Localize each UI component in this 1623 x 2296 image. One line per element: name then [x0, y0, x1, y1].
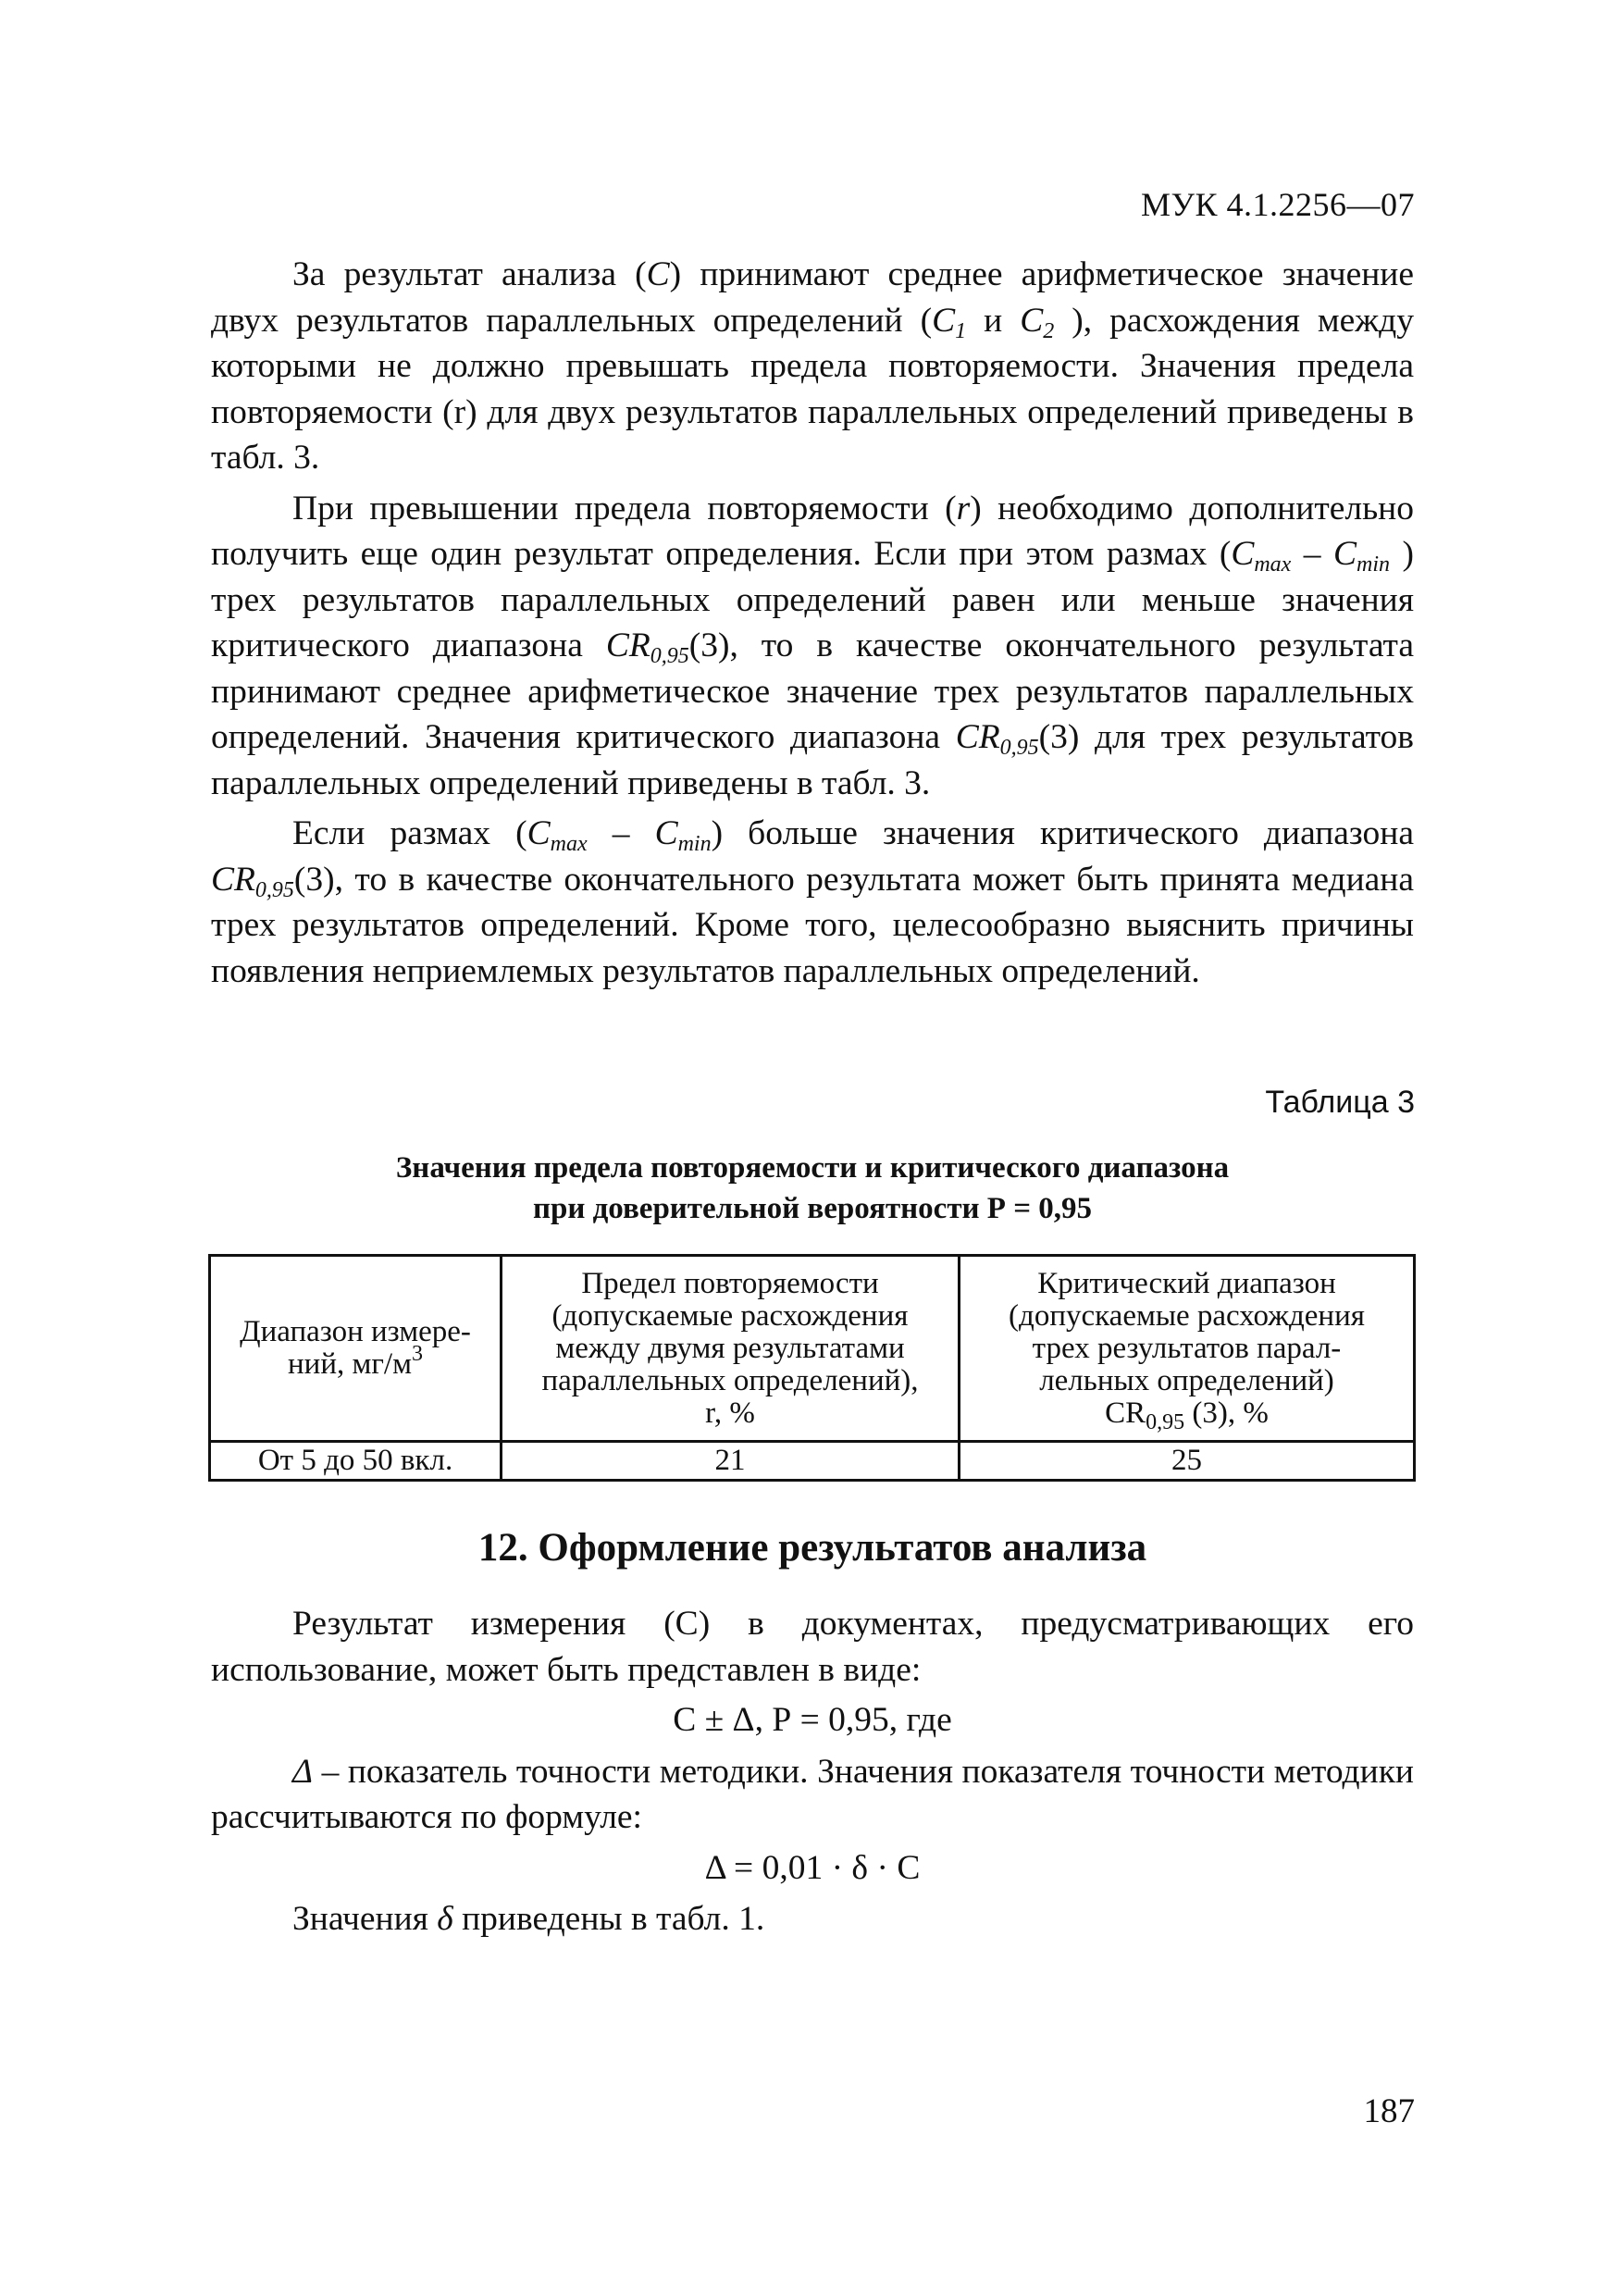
header-text: Предел повторяемости: [581, 1266, 879, 1300]
header-text: [217, 1342, 494, 1381]
text-fragment: Если размах (: [292, 814, 527, 852]
results-table: [208, 1254, 1416, 1482]
text-fragment: –: [587, 814, 655, 852]
header-text: между двумя результатами: [555, 1331, 905, 1365]
table-label: Таблица 3: [1265, 1085, 1415, 1120]
section-heading: 12. Оформление результатов анализа: [477, 1526, 1147, 1570]
superscript: 3: [411, 1342, 423, 1366]
text-fragment: приведены в табл. 1.: [452, 1900, 765, 1938]
cell-repeatability: 21: [502, 1442, 960, 1481]
paragraph-delta-values: [211, 1896, 1414, 1942]
subscript: 0,95: [254, 877, 294, 902]
paragraph-repeatability-exceeded: [211, 486, 1414, 807]
text-fragment: – показатель точности методики. Значения показателя точности методики рассчитываются по формуле:: [211, 1752, 1414, 1836]
subscript: 2: [1043, 318, 1055, 343]
paragraph-accuracy: [211, 1749, 1414, 1841]
text-fragment: ), расхождения между которыми не должно превышать предела повторяемости. Значения предела повторяемости (r) для двух результатов параллельных определений приведены в табл. 3.: [211, 301, 1415, 477]
text-fragment: –: [1291, 535, 1334, 573]
text-fragment: При превышении предела повторяемости (: [292, 489, 957, 527]
upper-text-block: [211, 252, 1414, 994]
formula-accuracy: Δ = 0,01 · δ · С: [704, 1848, 921, 1887]
cell-range: От 5 до 50 вкл.: [210, 1442, 502, 1481]
subscript: min: [677, 832, 712, 856]
header-text: (допускаемые расхождения: [1009, 1298, 1365, 1333]
paragraph-range-exceeded: [211, 811, 1414, 994]
text-fragment: и: [966, 301, 1021, 340]
table-header-row: [210, 1256, 1415, 1442]
table-title: [211, 1148, 1414, 1229]
header-cell-critical-range: [960, 1256, 1415, 1442]
header-text: (допускаемые расхождения: [551, 1298, 909, 1333]
paragraph-analysis-result: [211, 252, 1414, 481]
symbol-c: C: [646, 255, 670, 293]
symbol-delta: Δ: [292, 1752, 314, 1791]
header-text: [966, 1396, 1407, 1434]
symbol-cr: CR: [605, 627, 650, 664]
header-cell-repeatability: [502, 1256, 960, 1442]
subscript: 0,95: [650, 644, 689, 668]
symbol-cr: CR: [211, 860, 255, 899]
text-fragment: ) трех результатов параллельных определений равен или меньше значения критического диапазона: [211, 535, 1414, 664]
page-number: 187: [1363, 2092, 1415, 2130]
subscript: 0,95: [1146, 1409, 1185, 1434]
symbol-c2: C: [1020, 301, 1044, 340]
subscript: min: [1357, 552, 1391, 577]
table-row: [210, 1442, 1415, 1481]
header-text-fragment: ний, мг/м: [288, 1347, 412, 1381]
symbol-cmin: C: [1333, 535, 1357, 573]
table-title-line: Значения предела повторяемости и критического диапазона: [395, 1151, 1230, 1185]
text-fragment: ) необходимо дополнительно получить еще один результат определения. Если при этом размах (: [211, 489, 1414, 573]
header-text: параллельных определений),: [541, 1363, 919, 1397]
text-fragment: ) больше значения критического диапазона: [711, 814, 1414, 852]
symbol-c1: C: [932, 301, 956, 340]
subscript: max: [1254, 552, 1292, 577]
subscript: 1: [955, 318, 967, 343]
header-text-fragment: (3), %: [1184, 1396, 1269, 1430]
text-fragment: ) принимают среднее арифметическое значение двух результатов параллельных определений (: [211, 255, 1415, 340]
symbol-cmax: C: [527, 814, 551, 852]
symbol-cmin: C: [654, 814, 678, 852]
header-text: Диапазон измере-: [240, 1315, 471, 1348]
table-title-line: при доверительной вероятности Р = 0,95: [532, 1192, 1093, 1225]
text-fragment: (3), то в качестве окончательного результата принимают среднее арифметическое значение трех результатов параллельных определений. Значения критического диапазона: [211, 627, 1414, 756]
header-cell-range: [210, 1256, 502, 1442]
header-text-fragment: CR: [1105, 1396, 1146, 1430]
text-fragment: Значения: [292, 1900, 438, 1938]
document-code: МУК 4.1.2256—07: [1140, 186, 1415, 223]
header-text: трех результатов парал-: [1032, 1331, 1342, 1365]
subscript: 0,95: [999, 736, 1039, 760]
formula-result: С ± Δ, Р = 0,95, где: [673, 1701, 952, 1739]
subscript: max: [550, 832, 588, 856]
symbol-r: r: [956, 489, 971, 527]
header-text: r, %: [705, 1396, 755, 1430]
symbol-cr: CR: [955, 718, 1000, 756]
header-text: лельных определений): [1039, 1363, 1334, 1397]
header-text: Критический диапазон: [1037, 1266, 1336, 1300]
text-fragment: (3) для трех результатов параллельных определений приведены в табл. 3.: [211, 718, 1415, 802]
cell-critical-range: 25: [960, 1442, 1415, 1481]
symbol-cmax: C: [1231, 535, 1255, 573]
paragraph-result-format: Результат измерения (С) в документах, предусматривающих его использование, может быть представлен в виде:: [211, 1605, 1414, 1689]
text-fragment: За результат анализа (: [292, 255, 647, 293]
lower-text-block: [211, 1601, 1414, 1942]
text-fragment: (3), то в качестве окончательного результата может быть принята медиана трех результатов определений. Кроме того, целесообразно выяснить причины появления неприемлемых результатов параллельных определений.: [211, 860, 1414, 990]
symbol-small-delta: δ: [437, 1900, 453, 1938]
